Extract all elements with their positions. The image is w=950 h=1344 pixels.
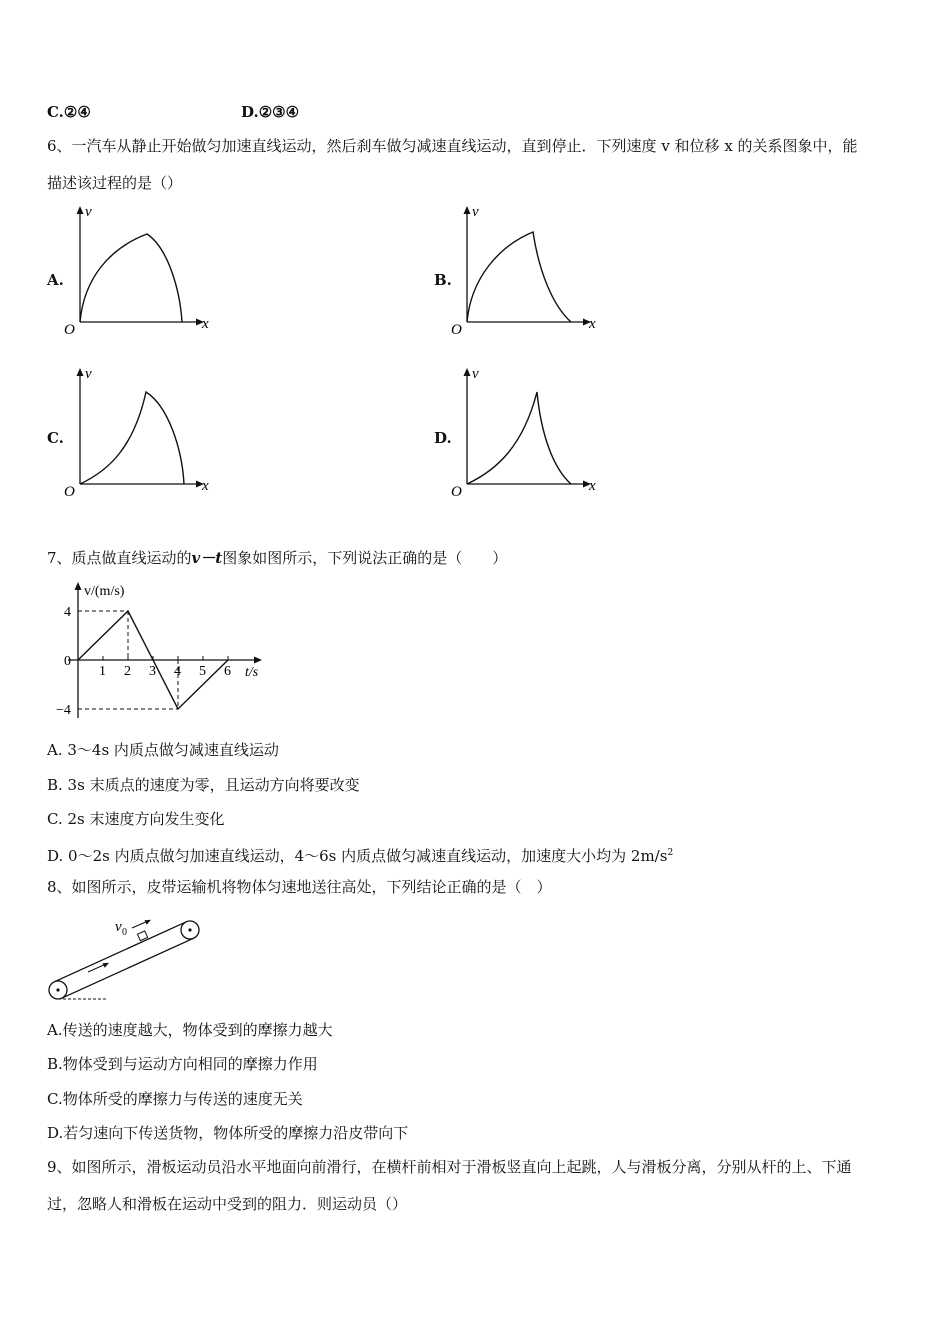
v-tick-label-0: 4 xyxy=(64,605,71,620)
t-tick-label-1: 1 xyxy=(99,664,106,679)
lower-axle xyxy=(56,988,59,991)
v-axis-arrow xyxy=(77,368,84,376)
origin-label: O xyxy=(451,322,462,338)
q8-option-a: A.传送的速度越大，物体受到的摩擦力越大 xyxy=(47,1021,333,1039)
origin-label: O xyxy=(64,484,75,500)
vt-symbol: v－t xyxy=(191,549,223,567)
curve xyxy=(80,392,184,484)
v-axis-arrow xyxy=(464,206,471,214)
q5-option-d: D.②③④ xyxy=(241,103,300,121)
t-tick-label-2: 2 xyxy=(124,664,131,679)
q8-option-b: B.物体受到与运动方向相同的摩擦力作用 xyxy=(47,1055,318,1073)
curve xyxy=(467,232,571,322)
t-axis-arrow xyxy=(254,657,262,664)
v-axis-label: v xyxy=(85,204,92,220)
unit-superscript: 2 xyxy=(667,848,674,858)
belt-bottom xyxy=(62,938,194,998)
t-axis-label: t/s xyxy=(245,665,259,680)
q8-conveyor-figure xyxy=(44,912,214,1007)
v-axis-label: v/(m/s) xyxy=(84,584,125,599)
q9-stem-line1: 9、如图所示，滑板运动员沿水平地面向前滑行，在横杆前相对于滑板竖直向上起跳，人与滑板分离，分别从杆的上、下通 xyxy=(47,1158,852,1176)
x-axis-label: x xyxy=(589,316,596,332)
v-tick-label-1: 0 xyxy=(64,654,71,669)
q7-option-d: D. 0～2s 内质点做匀加速直线运动，4～6s 内质点做匀减速直线运动，加速度大小均为 $2m/s^2$ xyxy=(47,847,674,865)
q6-option-a-label: A. xyxy=(47,271,64,289)
q5-option-c: C.②④ xyxy=(47,103,91,121)
upper-axle xyxy=(188,928,191,931)
x-axis-label: x xyxy=(589,478,596,494)
q6-graph-a xyxy=(60,200,230,340)
q9-stem-line2: 过，忽略人和滑板在运动中受到的阻力．则运动员（） xyxy=(47,1195,408,1213)
t-tick-label-4: 4 xyxy=(174,664,181,679)
q6-graph-c xyxy=(60,362,230,502)
q8-option-d: D.若匀速向下传送货物，物体所受的摩擦力沿皮带向下 xyxy=(47,1124,409,1142)
v-axis-arrow xyxy=(75,582,82,590)
v-axis-label: v xyxy=(472,366,479,382)
q6-option-d-label: D. xyxy=(434,429,452,447)
q6-stem-line2: 描述该过程的是（） xyxy=(47,174,183,192)
v-tick-label-2: −4 xyxy=(56,703,71,718)
q6-option-c-label: C. xyxy=(47,429,64,447)
q7-stem: 7、质点做直线运动的v－t图象如图所示，下列说法正确的是（ ） xyxy=(47,549,508,567)
x-axis-label: x xyxy=(202,316,209,332)
q8-stem: 8、如图所示，皮带运输机将物体匀速地送往高处，下列结论正确的是（ ） xyxy=(47,878,552,896)
curve xyxy=(467,392,571,484)
v-axis-arrow xyxy=(464,368,471,376)
q6-option-b-label: B. xyxy=(434,271,452,289)
t-tick-label-5: 5 xyxy=(199,664,206,679)
velocity-subscript: 0 xyxy=(122,927,127,938)
t-tick-label-3: 3 xyxy=(149,664,156,679)
curve xyxy=(80,234,182,322)
velocity-label: v xyxy=(115,919,122,935)
q6-graph-b xyxy=(447,200,617,340)
v-axis-arrow xyxy=(77,206,84,214)
t-tick-label-6: 6 xyxy=(224,664,231,679)
origin-label: O xyxy=(64,322,75,338)
q7-option-c: C. 2s 末速度方向发生变化 xyxy=(47,810,225,828)
q7-vt-graph xyxy=(48,578,278,728)
q6-stem-line1: 6、一汽车从静止开始做匀加速直线运动，然后刹车做匀减速直线运动，直到停止．下列速度 v 和位移 x 的关系图象中，能 xyxy=(47,137,858,155)
q6-graph-d xyxy=(447,362,617,502)
v-axis-label: v xyxy=(85,366,92,382)
package-box xyxy=(137,931,147,941)
v-axis-label: v xyxy=(472,204,479,220)
q7-option-b: B. 3s 末质点的速度为零，且运动方向将要改变 xyxy=(47,776,360,794)
origin-label: O xyxy=(451,484,462,500)
x-axis-label: x xyxy=(202,478,209,494)
q7-option-a: A. 3～4s 内质点做匀减速直线运动 xyxy=(47,741,279,759)
q8-option-c: C.物体所受的摩擦力与传送的速度无关 xyxy=(47,1090,303,1108)
